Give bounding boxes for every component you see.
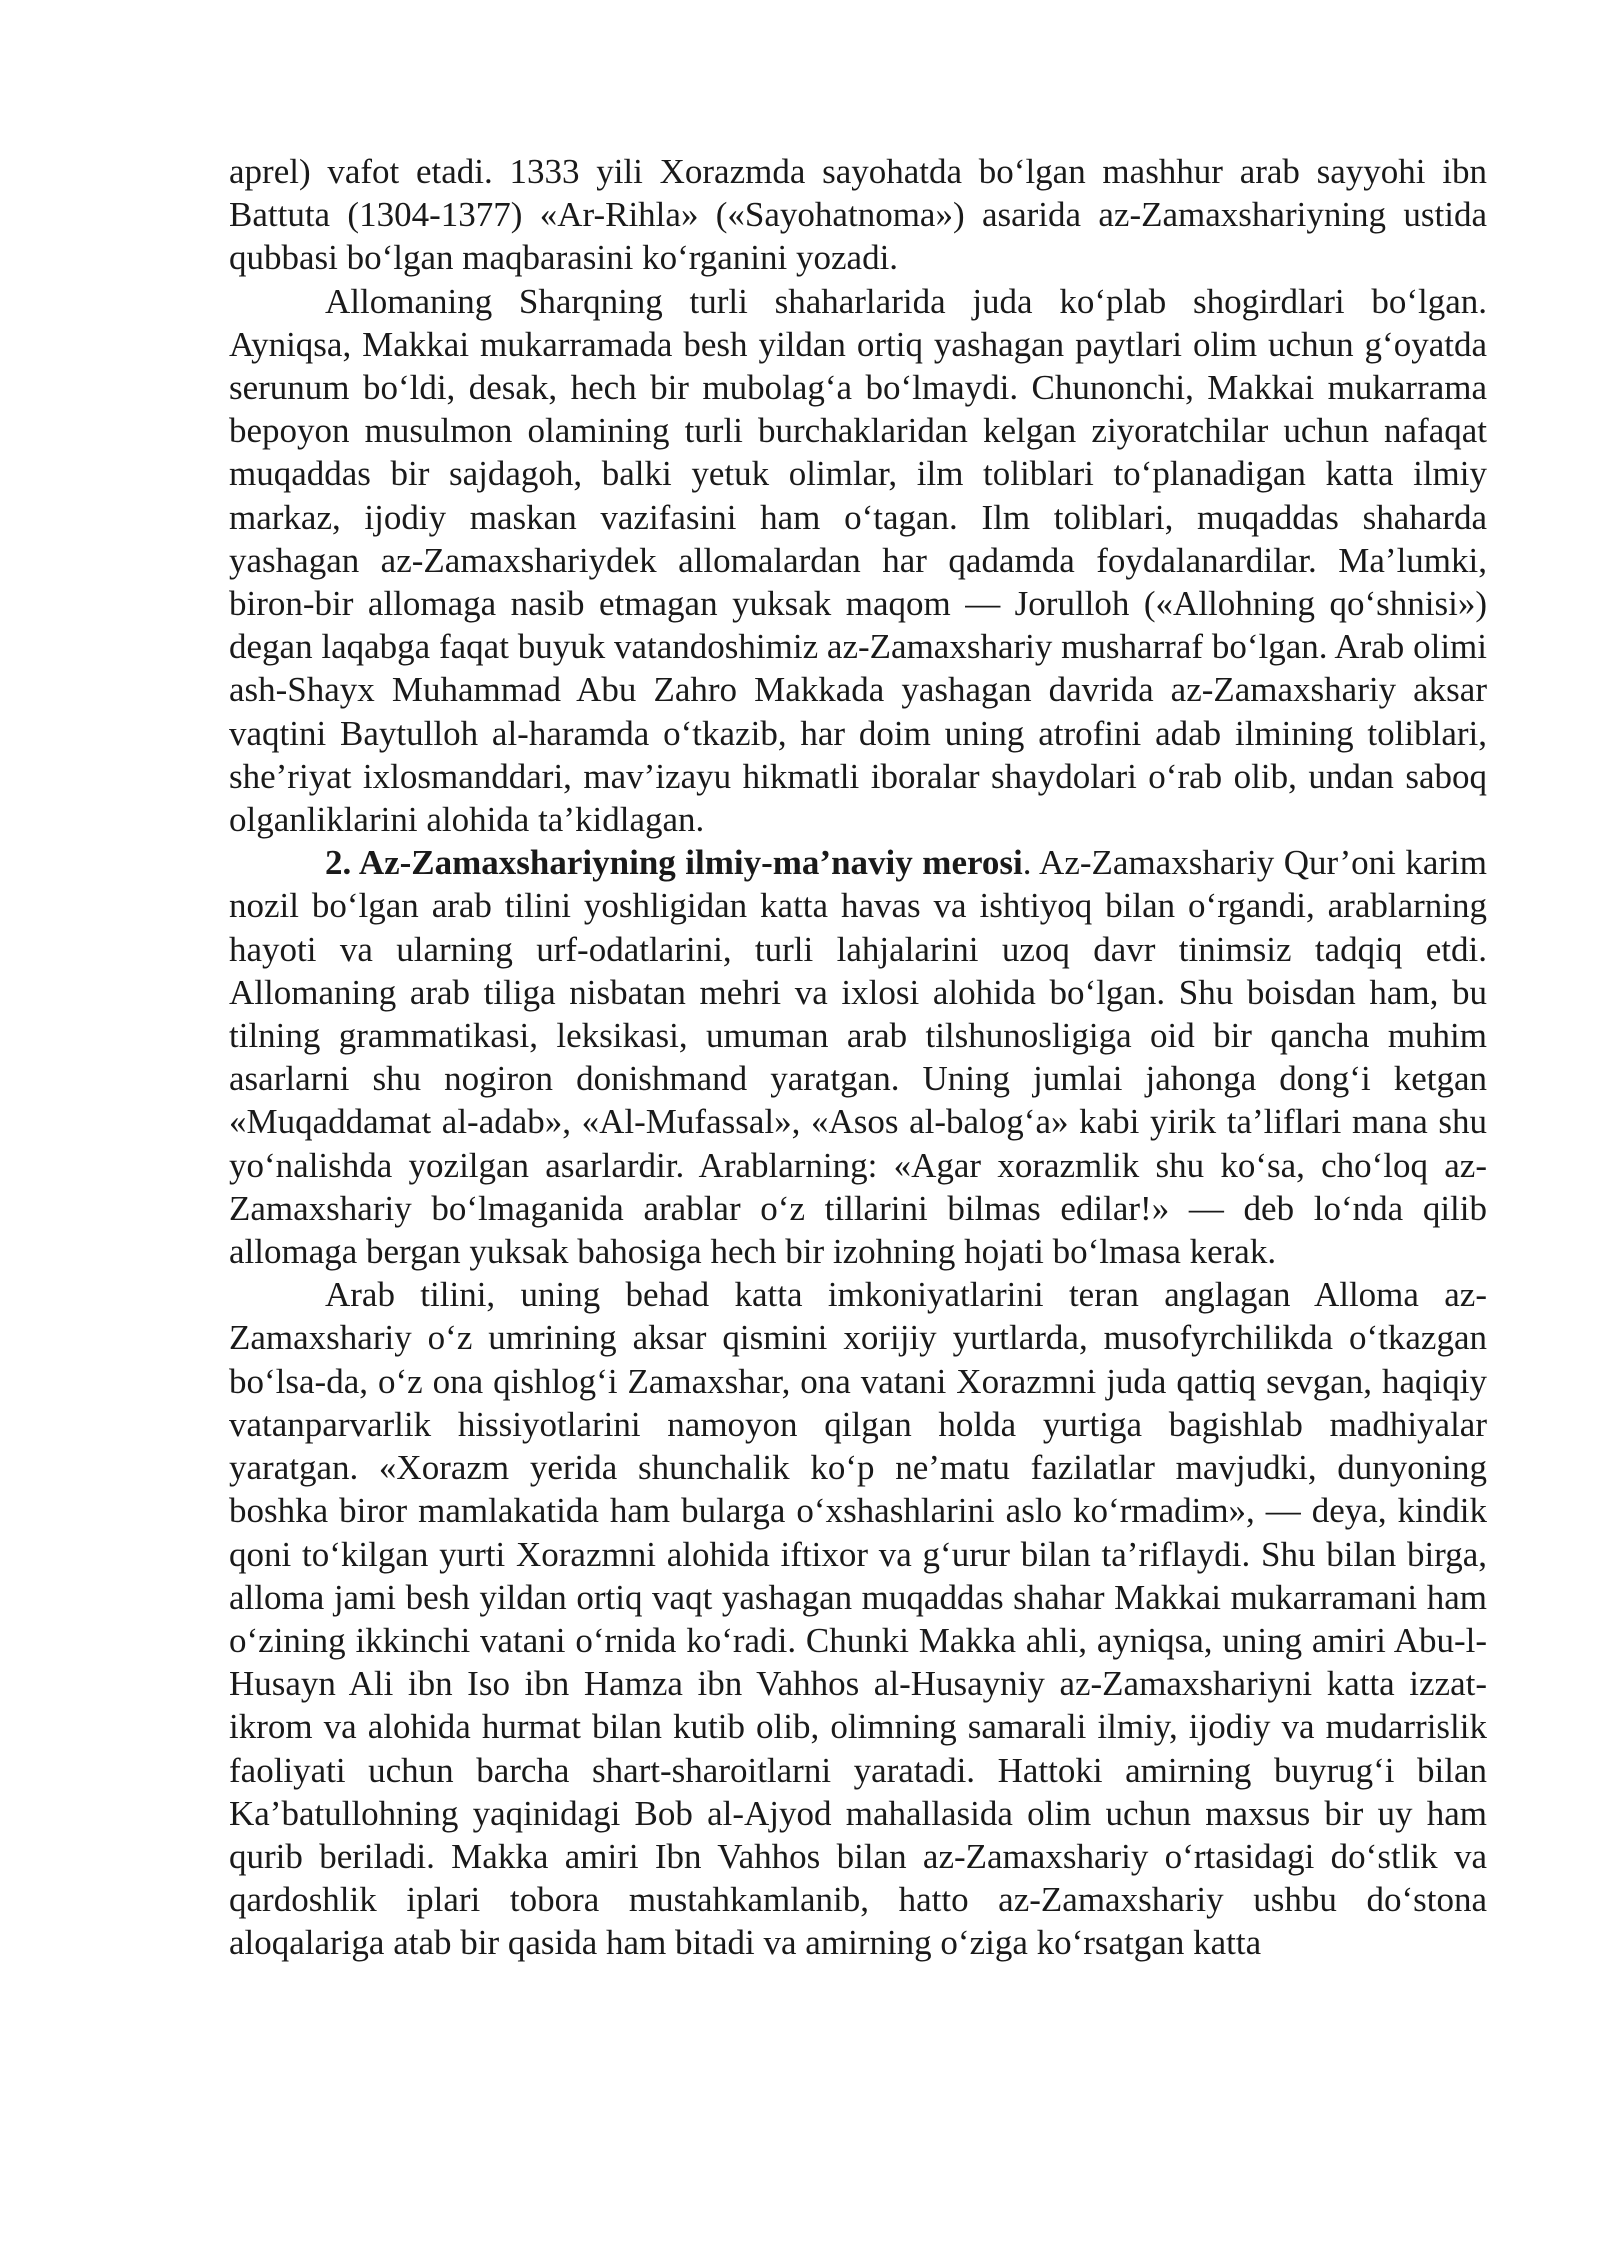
paragraph-3-text: . Az-Zamaxshariy Qur’oni karim nozil bo‘lgan arab tilini yoshligidan katta havas va ishtiyoq bilan o‘rgandi, arablarning hayoti va ularning urf-odatlarini, turli lahjalarini uzoq davr tinimsiz tadqiq etdi. Allomaning arab tiliga nisbatan mehri va ixlosi alohida bo‘lgan. Shu boisdan ham, bu tilning grammatikasi, leksikasi, umuman arab tilshunosligiga oid bir qancha muhim asarlarni shu nogiron donishmand yaratgan. Uning jumlai jahonga dong‘i ketgan «Muqaddamat al-adab», «Al-Mufassal», «Asos al-balog‘a» kabi yirik ta’liflari mana shu yo‘nalishda yozilgan asarlardir. Arablarning: «Agar xorazmlik shu ko‘sa, cho‘loq az-Zamaxshariy bo‘lmaganida arablar o‘z tillarini bilmas edilar!» — deb lo‘nda qilib allomaga bergan yuksak bahosiga hech bir izohning hojati bo‘lmasa kerak. bbox=[229, 843, 1487, 1272]
paragraph-3 bbox=[229, 841, 1487, 1273]
paragraph-1: aprel) vafot etadi. 1333 yili Xorazmda sayohatda bo‘lgan mashhur arab sayyohi ibn Battuta (1304-1377) «Ar-Rihla» («Sayohatnoma») asarida az-Zamaxshariyning ustida qubbasi bo‘lgan maqbarasini ko‘rganini yozadi. bbox=[229, 152, 1487, 278]
document-page bbox=[229, 150, 1487, 1965]
section-heading: 2. Az-Zamaxshariyning ilmiy-ma’naviy merosi bbox=[325, 843, 1023, 883]
paragraph-2: Allomaning Sharqning turli shaharlarida juda ko‘plab shogirdlari bo‘lgan. Ayniqsa, Makkai mukarramada besh yildan ortiq yashagan paytlari olim uchun g‘oyatda serunum bo‘ldi, desak, hech bir mubolag‘a bo‘lmaydi. Chunonchi, Makkai mukarrama bepoyon musulmon olamining turli burchaklaridan kelgan ziyoratchilar uchun nafaqat muqaddas bir sajdagoh, balki yetuk olimlar, ilm toliblari to‘planadigan katta ilmiy markaz, ijodiy maskan vazifasini ham o‘tagan. Ilm toliblari, muqaddas shaharda yashagan az-Zamaxshariydek allomalardan har qadamda foydalanardilar. Ma’lumki, biron-bir allomaga nasib etmagan yuksak maqom — Jorulloh («Allohning qo‘shnisi») degan laqabga faqat buyuk vatandoshimiz az-Zamaxshariy musharraf bo‘lgan. Arab olimi ash-Shayx Muhammad Abu Zahro Makkada yashagan davrida az-Zamaxshariy aksar vaqtini Baytulloh al-haramda o‘tkazib, har doim uning atrofini adab ilmining toliblari, she’riyat ixlosmanddari, mav’izayu hikmatli iboralar shaydolari o‘rab olib, undan saboq olganliklarini alohida ta’kidlagan. bbox=[229, 281, 1487, 840]
paragraph-4: Arab tilini, uning behad katta imkoniyatlarini teran anglagan Alloma az-Zamaxshariy o‘z umrining aksar qismini xorijiy yurtlarda, musofyrchilikda o‘tkazgan bo‘lsa-da, o‘z ona qishlog‘i Zamaxshar, ona vatani Xorazmni juda qattiq sevgan, haqiqiy vatanparvarlik hissiyotlarini namoyon qilgan holda yurtiga bagishlab madhiyalar yaratgan. «Xorazm yerida shunchalik ko‘p ne’matu fazilatlar mavjudki, dunyoning boshka biror mamlakatida ham bularga o‘xshashlarini aslo ko‘rmadim», — deya, kindik qoni to‘kilgan yurti Xorazmni alohida iftixor va g‘urur bilan ta’riflaydi. Shu bilan birga, alloma jami besh yildan ortiq vaqt yashagan muqaddas shahar Makkai mukarramani ham o‘zining ikkinchi vatani o‘rnida ko‘radi. Chunki Makka ahli, ayniqsa, uning amiri Abu-l-Husayn Ali ibn Iso ibn Hamza ibn Vahhos al-Husayniy az-Zamaxshariyni katta izzat-ikrom va alohida hurmat bilan kutib olib, olimning samarali ilmiy, ijodiy va mudarrislik faoliyati uchun barcha shart-sharoitlarni yaratadi. Hattoki amirning buyrug‘i bilan Ka’batullohning yaqinidagi Bob al-Ajyod mahallasida olim uchun maxsus bir uy ham qurib beriladi. Makka amiri Ibn Vahhos bilan az-Zamaxshariy o‘rtasidagi do‘stlik va qardoshlik iplari tobora mustahkamlanib, hatto az-Zamaxshariy ushbu do‘stona aloqalariga atab bir qasida ham bitadi va amirning o‘ziga ko‘rsatgan katta bbox=[229, 1275, 1487, 1963]
